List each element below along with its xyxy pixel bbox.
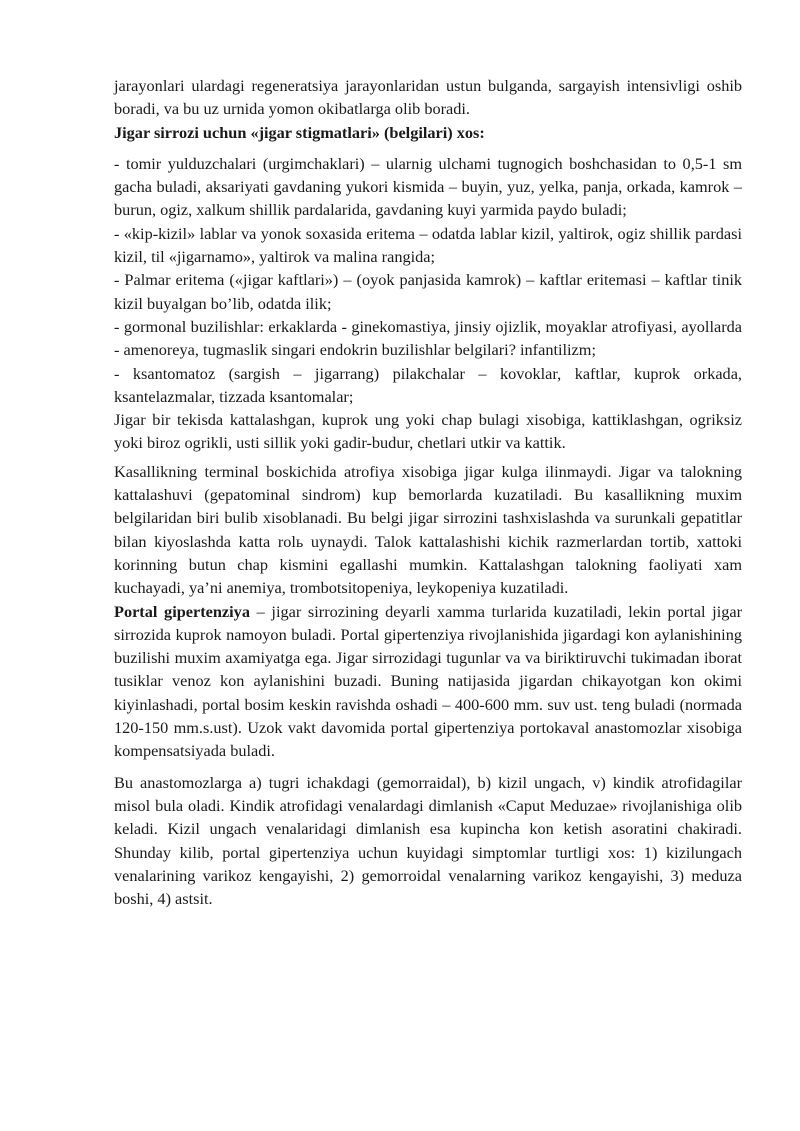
term-portal-gipertenziya: Portal gipertenziya — [114, 601, 250, 621]
paragraph-portal-gipertenziya — [114, 600, 742, 763]
list-item-ksantomatoz: - ksantomatoz (sargish – jigarrang) pilakchalar – kovoklar, kaftlar, kuprok orkada, ksantelazmalar, tizzada ksantomalar; — [114, 363, 742, 406]
paragraph-anastomozlar: Bu anastomozlarga a) tugri ichakdagi (gemorraidal), b) kizil ungach, v) kindik atrofidagilar misol bula oladi. Kindik atrofidagi venalardagi dimlanish «Caput Meduzae» rivojlanishiga olib keladi. Kizil ungach venalaridagi dimlanish esa kupincha kon ketish asoratini chakiradi. Shunday kilib, portal gipertenziya uchun kuyidagi simptomlar turtligi xos: 1) kizilungach venalarining varikoz kengayishi, 2) gemorroidal venalarning varikoz kengayishi, 3) meduza boshi, 4) astsit. — [114, 772, 742, 909]
paragraph-portal-gipertenziya-text: – jigar sirrozining deyarli xamma turlarida kuzatiladi, lekin portal jigar sirrozida kuprok namoyon buladi. Portal gipertenziya rivojlanishida jigardagi kon aylanishining buzilishi muxim axamiyatga ega. Jigar sirrozidagi tugunlar va va biriktiruvchi tukimadan iborat tusiklar venoz kon aylanishini buzadi. Buning natijasida jigardan chikayotgan kon okimi kiyinlashadi, portal bosim keskin ravishda oshadi – 400-600 mm. suv ust. teng buladi (normada 120-150 mm.s.ust). Uzok vakt davomida portal gipertenziya portokaval anastomozlar xisobiga kompensatsiyada buladi. — [114, 601, 743, 761]
list-item-palmar-eritema: - Palmar eritema («jigar kaftlari») – (oyok panjasida kamrok) – kaftlar eritemasi – kaftlar tinik kizil buyalgan bo’lib, odatda ilik; — [114, 270, 742, 313]
heading-jigar-stigmatlari: Jigar sirrozi uchun «jigar stigmatlari» (belgilari) xos: — [114, 122, 485, 142]
paragraph-jigar-kattalashgan: Jigar bir tekisda kattalashgan, kuprok ung yoki chap bulagi xisobiga, kattiklashgan, ogriksiz yoki biroz ogrikli, usti sillik yoki gadir-budur, chetlari utkir va kattik. — [114, 410, 742, 453]
paragraph-sargayish: jarayonlari ulardagi regeneratsiya jarayonlaridan ustun bulganda, sargayish intensivligi oshib boradi, va bu uz urnida yomon okibatlarga olib boradi. — [114, 76, 742, 119]
paragraph-terminal-boskich: Kasallikning terminal boskichida atrofiya xisobiga jigar kulga ilinmaydi. Jigar va talokning kattalashuvi (gepatominal sindrom) kup bemorlarda kuzatiladi. Bu kasallikning muxim belgilaridan biri bulib xisoblanadi. Bu belgi jigar sirrozini tashxislashda va surunkali gepatitlar bilan kiyoslashda katta rolь uynaydi. Talok kattalashishi kichik razmerlardan tortib, xattoki korinning butun chap kismini egallashi mumkin. Kattalashgan talokning faoliyati xam kuchayadi, ya’ni anemiya, trombotsitopeniya, leykopeniya kuzatiladi. — [114, 461, 742, 598]
list-item-tomir-yulduzchalari: - tomir yulduzchalari (urgimchaklari) – ularnig ulchami tugnogich boshchasidan to 0,5-1 sm gacha buladi, aksariyati gavdaning yukori kismida – buyin, yuz, yelka, panja, orkada, kamrok – burun, ogiz, xalkum shillik pardalarida, gavdaning kuyi yarmida paydo buladi; — [114, 153, 742, 220]
document-body — [114, 74, 742, 910]
list-item-gormonal-buzilishlar: - gormonal buzilishlar: erkaklarda - ginekomastiya, jinsiy ojizlik, moyaklar atrofiyasi, ayollarda - amenoreya, tugmaslik singari endokrin buzilishlar belgilari? infantilizm; — [114, 316, 742, 360]
list-item-kip-kizil-lablar: - «kip-kizil» lablar va yonok soxasida eritema – odatda lablar kizil, yaltirok, ogiz shillik pardasi kizil, til «jigarnamo», yaltirok va malina rangida; — [114, 223, 742, 267]
